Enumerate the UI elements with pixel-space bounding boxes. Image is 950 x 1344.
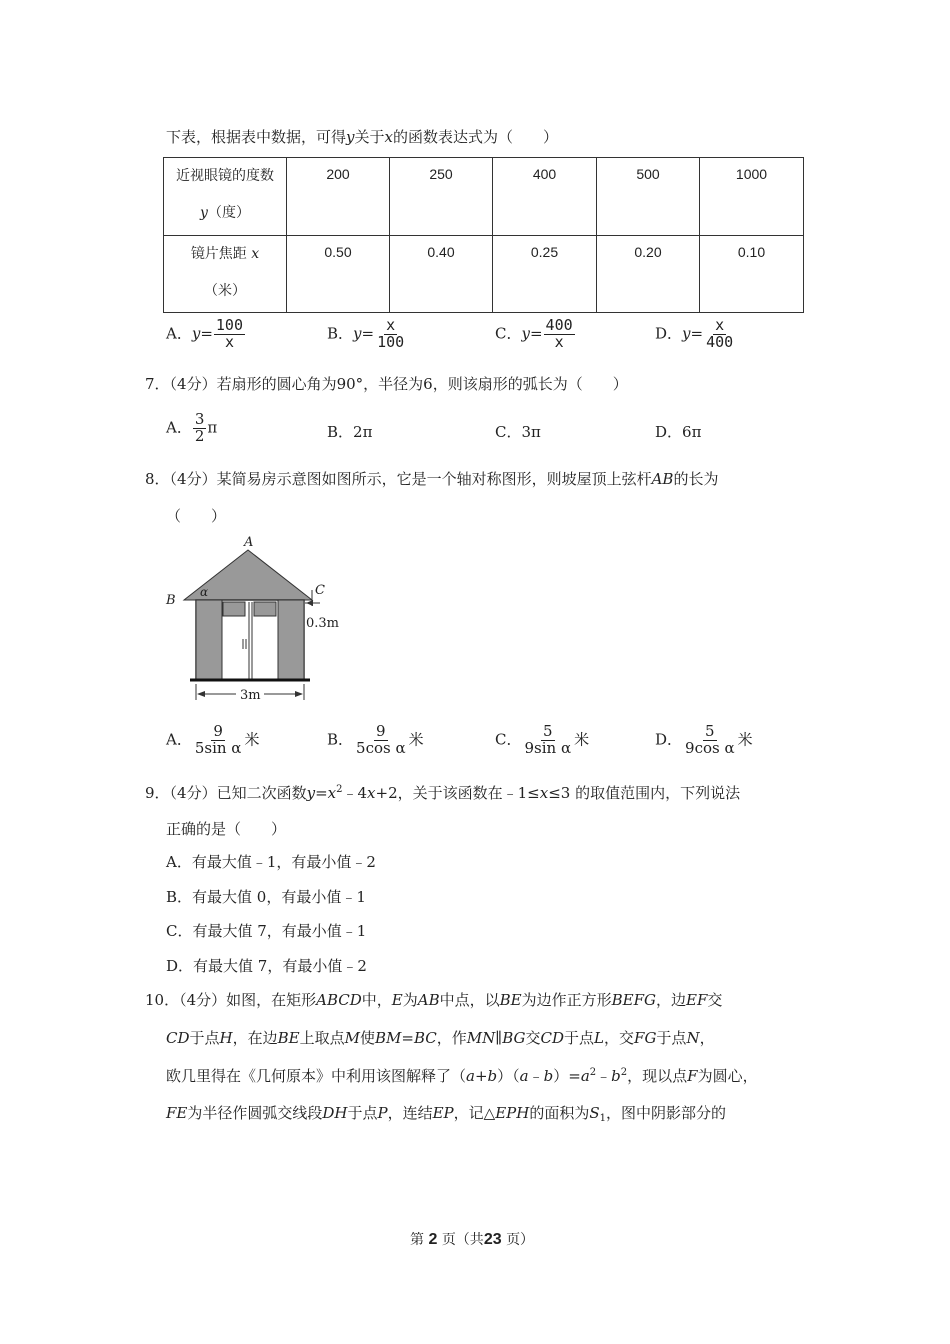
question-10-line4: FE为半径作圆弧交线段DH于点P，连结EP，记△EPH的面积为$S_1$，图中阴影部分的 (166, 1104, 727, 1124)
label-dim-0-3m: 0.3m (306, 616, 340, 631)
table-cell: 0.25 (493, 235, 597, 313)
question-9-cont: 正确的是（ ） (166, 820, 287, 838)
table-cell: 0.40 (390, 235, 493, 313)
table-cell: 0.10 (700, 235, 804, 313)
table-cell: 0.20 (597, 235, 700, 313)
left-wall (196, 600, 222, 680)
table-cell: 400 (493, 158, 597, 236)
table-cell: 500 (597, 158, 700, 236)
left-window (223, 602, 245, 616)
option-c: C．y= $\frac{400}{x}$ (495, 316, 573, 351)
option-b: B．y= $\frac{x}{100}$ (327, 316, 405, 351)
question-intro: 下表，根据表中数据，可得y关于x的函数表达式为（ ） (166, 128, 558, 146)
table-row (164, 158, 804, 236)
option-a: A． $\frac{9}{\text{5sin α}}$ 米 (166, 722, 260, 757)
arrow-head (197, 691, 205, 697)
table-cell: 1000 (700, 158, 804, 236)
option-c: C．3π (495, 423, 541, 441)
question-10-line3: 欧几里得在《几何原本》中利用该图解释了$(a+b)(a﹣b)=a^2﹣b^2$，现以点F为圆心， (166, 1067, 758, 1085)
table-row-header: 近视眼镜的度数 y（度） (164, 158, 287, 236)
option-a: A．有最大值﹣1，有最小值﹣2 (166, 853, 376, 871)
arrow-head (295, 691, 303, 697)
option-c: C． $\frac{5}{\text{9sin α}}$ 米 (495, 722, 590, 757)
option-a: A．y= $\frac{100}{x}$ (166, 316, 243, 351)
label-dim-3m: 3m (240, 688, 261, 703)
table-cell: 0.50 (287, 235, 390, 313)
label-A: A (244, 535, 254, 550)
option-b: B．2π (327, 423, 373, 441)
question-7: 7．（4分）若扇形的圆心角为90°，半径为6，则该扇形的弧长为（ ） (145, 375, 628, 393)
question-8: 8．（4分）某简易房示意图如图所示，它是一个轴对称图形，则坡屋顶上弦杆AB的长为 (145, 470, 719, 488)
page-footer: 第 2 页（共23 页） (410, 1231, 535, 1248)
option-b: B．有最大值 0，有最小值﹣1 (166, 888, 366, 906)
option-d: D． $\frac{5}{\text{9cos α}}$ 米 (655, 722, 753, 757)
answer-paren: （ ） (166, 507, 227, 525)
right-wall (278, 600, 304, 680)
question-9: 9．（4分）已知二次函数$y=x^2﹣4x+2$，关于该函数在﹣1≤x≤3 的取值范围内，下列说法 (145, 784, 741, 802)
question-10: 10．（4分）如图，在矩形ABCD中，E为AB中点，以BE为边作正方形BEFG，边EF交 (145, 991, 723, 1009)
option-a: A． $\frac{3}{2}$ π (166, 410, 218, 445)
label-B: B (166, 593, 176, 608)
option-d: D．有最大值 7，有最小值﹣2 (166, 957, 367, 975)
label-C: C (315, 583, 325, 598)
arrow-head (306, 600, 313, 606)
table-cell: 250 (390, 158, 493, 236)
table-row (164, 235, 804, 313)
right-window (254, 602, 276, 616)
table-cell: 200 (287, 158, 390, 236)
option-d: D．y= $\frac{x}{400}$ (655, 316, 734, 351)
option-d: D．6π (655, 423, 702, 441)
option-c: C．有最大值 7，有最小值﹣1 (166, 922, 367, 940)
option-b: B． $\frac{9}{\text{5cos α}}$ 米 (327, 722, 424, 757)
question-10-line2: CD于点H，在边BE上取点M使BM=BC，作MN∥BG交CD于点L，交FG于点N， (166, 1029, 715, 1047)
data-table (163, 157, 804, 313)
house-figure (160, 532, 350, 710)
label-alpha: α (200, 585, 209, 599)
table-row-header: 镜片焦距 x （米） (164, 235, 287, 313)
